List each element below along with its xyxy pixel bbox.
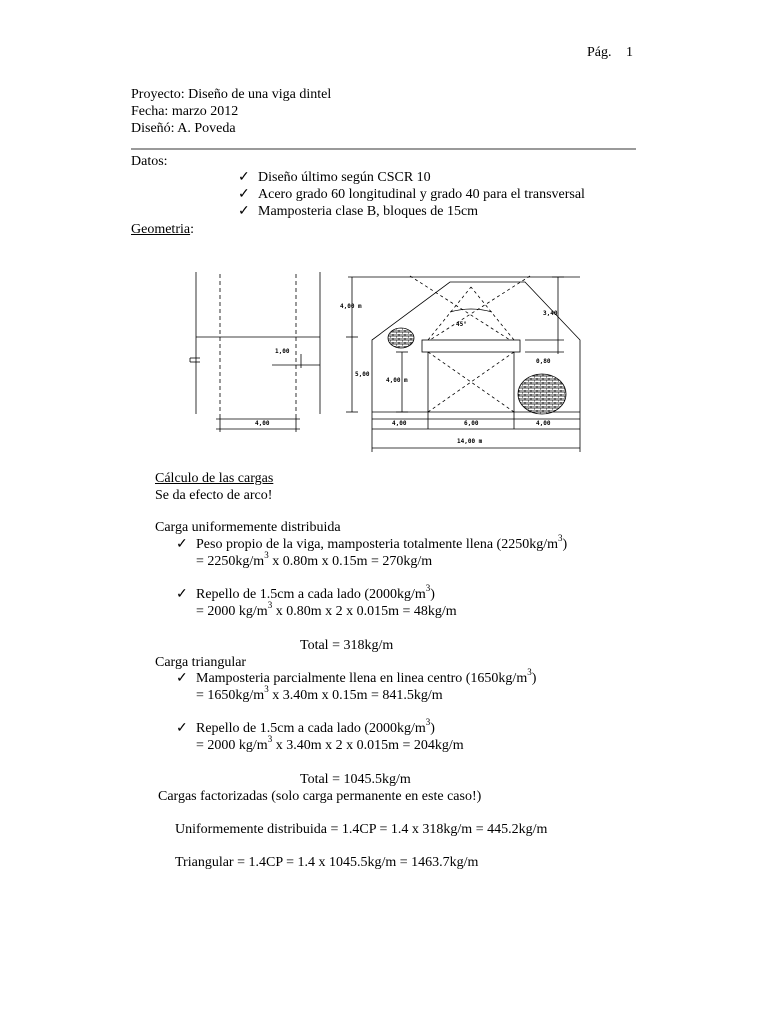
check-icon: ✓: [238, 170, 250, 185]
dim-side-opening: 1,00: [275, 348, 290, 355]
check-icon: ✓: [176, 721, 188, 736]
project-name: Proyecto: Diseño de una viga dintel: [131, 87, 332, 102]
dim-total-width: 14,00 m: [457, 438, 483, 445]
dim-side-width: 4,00: [255, 420, 270, 427]
check-icon: ✓: [176, 587, 188, 602]
uniform-item-1: ✓ Peso propio de la viga, mamposteria totalmente llena $(2250kg/m^3)$: [176, 533, 568, 552]
datos-item: ✓ Mamposteria clase B, bloques de 15cm: [238, 204, 479, 219]
dim-opening-height: 4,00 m: [386, 377, 408, 384]
dim-angle: 45°: [456, 321, 467, 328]
datos-heading: Datos:: [131, 154, 168, 169]
datos-item: ✓ Acero grado 60 longitudinal y grado 40 para el transversal: [238, 187, 585, 202]
page-label: Pág.: [587, 45, 612, 60]
uniform-item-2-calc: = 2000 $kg/m^3$ x 0.80m x 2 x 0.015m = 48kg/m: [196, 600, 457, 619]
triangular-item-1-calc: = $1650kg/m^3$ x 3.40m x 0.15m = 841.5kg/m: [196, 684, 443, 703]
factored-heading: Cargas factorizadas (solo carga permanente en este caso!): [158, 789, 482, 804]
uniform-heading: Carga uniformemente distribuida: [155, 520, 341, 535]
masonry-block-large: [518, 374, 566, 414]
triangular-total: Total = 1045.5kg/m: [300, 772, 411, 787]
triangular-item-2-calc: = 2000 $kg/m^3$ x 3.40m x 2 x 0.015m = 204kg/m: [196, 734, 464, 753]
uniform-item-2: ✓ Repello de 1.5cm a cada lado $(2000kg/m^3)$: [176, 583, 435, 602]
project-designer: Diseñó: A. Poveda: [131, 121, 236, 136]
check-icon: ✓: [176, 537, 188, 552]
dim-bay-right: 4,00: [536, 420, 551, 427]
check-icon: ✓: [176, 671, 188, 686]
factored-triangular: Triangular = 1.4CP = 1.4 x 1045.5kg/m = 1463.7kg/m: [175, 855, 479, 870]
dim-side-height: 4,00 m: [340, 303, 362, 310]
geometria-heading: Geometria:: [131, 222, 194, 237]
factored-uniform: Uniformemente distribuida = 1.4CP = 1.4 x 318kg/m = 445.2kg/m: [175, 822, 548, 837]
geometry-drawing: [180, 262, 600, 457]
check-icon: ✓: [238, 187, 250, 202]
separator-rule: [131, 148, 636, 150]
arch-note: Se da efecto de arco!: [155, 488, 273, 503]
dim-lintel: 0,80: [536, 358, 551, 365]
check-icon: ✓: [238, 204, 250, 219]
triangular-heading: Carga triangular: [155, 655, 247, 670]
uniform-item-1-calc: = $2250kg/m^3$ x 0.80m x 0.15m = 270kg/m: [196, 550, 433, 569]
calc-title: Cálculo de las cargas: [155, 471, 274, 486]
masonry-block-small: [388, 328, 414, 348]
dim-bay-center: 6,00: [464, 420, 479, 427]
uniform-total: Total = 318kg/m: [300, 638, 394, 653]
page-number: 1: [626, 45, 633, 60]
dim-total-height: 5,00: [355, 371, 370, 378]
triangular-item-2: ✓ Repello de 1.5cm a cada lado $(2000kg/m^3)$: [176, 717, 435, 736]
triangular-item-1: ✓ Mamposteria parcialmente llena en linea centro $(1650kg/m^3)$: [176, 667, 537, 686]
dim-bay-left: 4,00: [392, 420, 407, 427]
dim-front-top: 3,40: [543, 310, 558, 317]
project-date: Fecha: marzo 2012: [131, 104, 239, 119]
side-view: [190, 272, 320, 432]
datos-item: ✓ Diseño último según CSCR 10: [238, 170, 431, 185]
